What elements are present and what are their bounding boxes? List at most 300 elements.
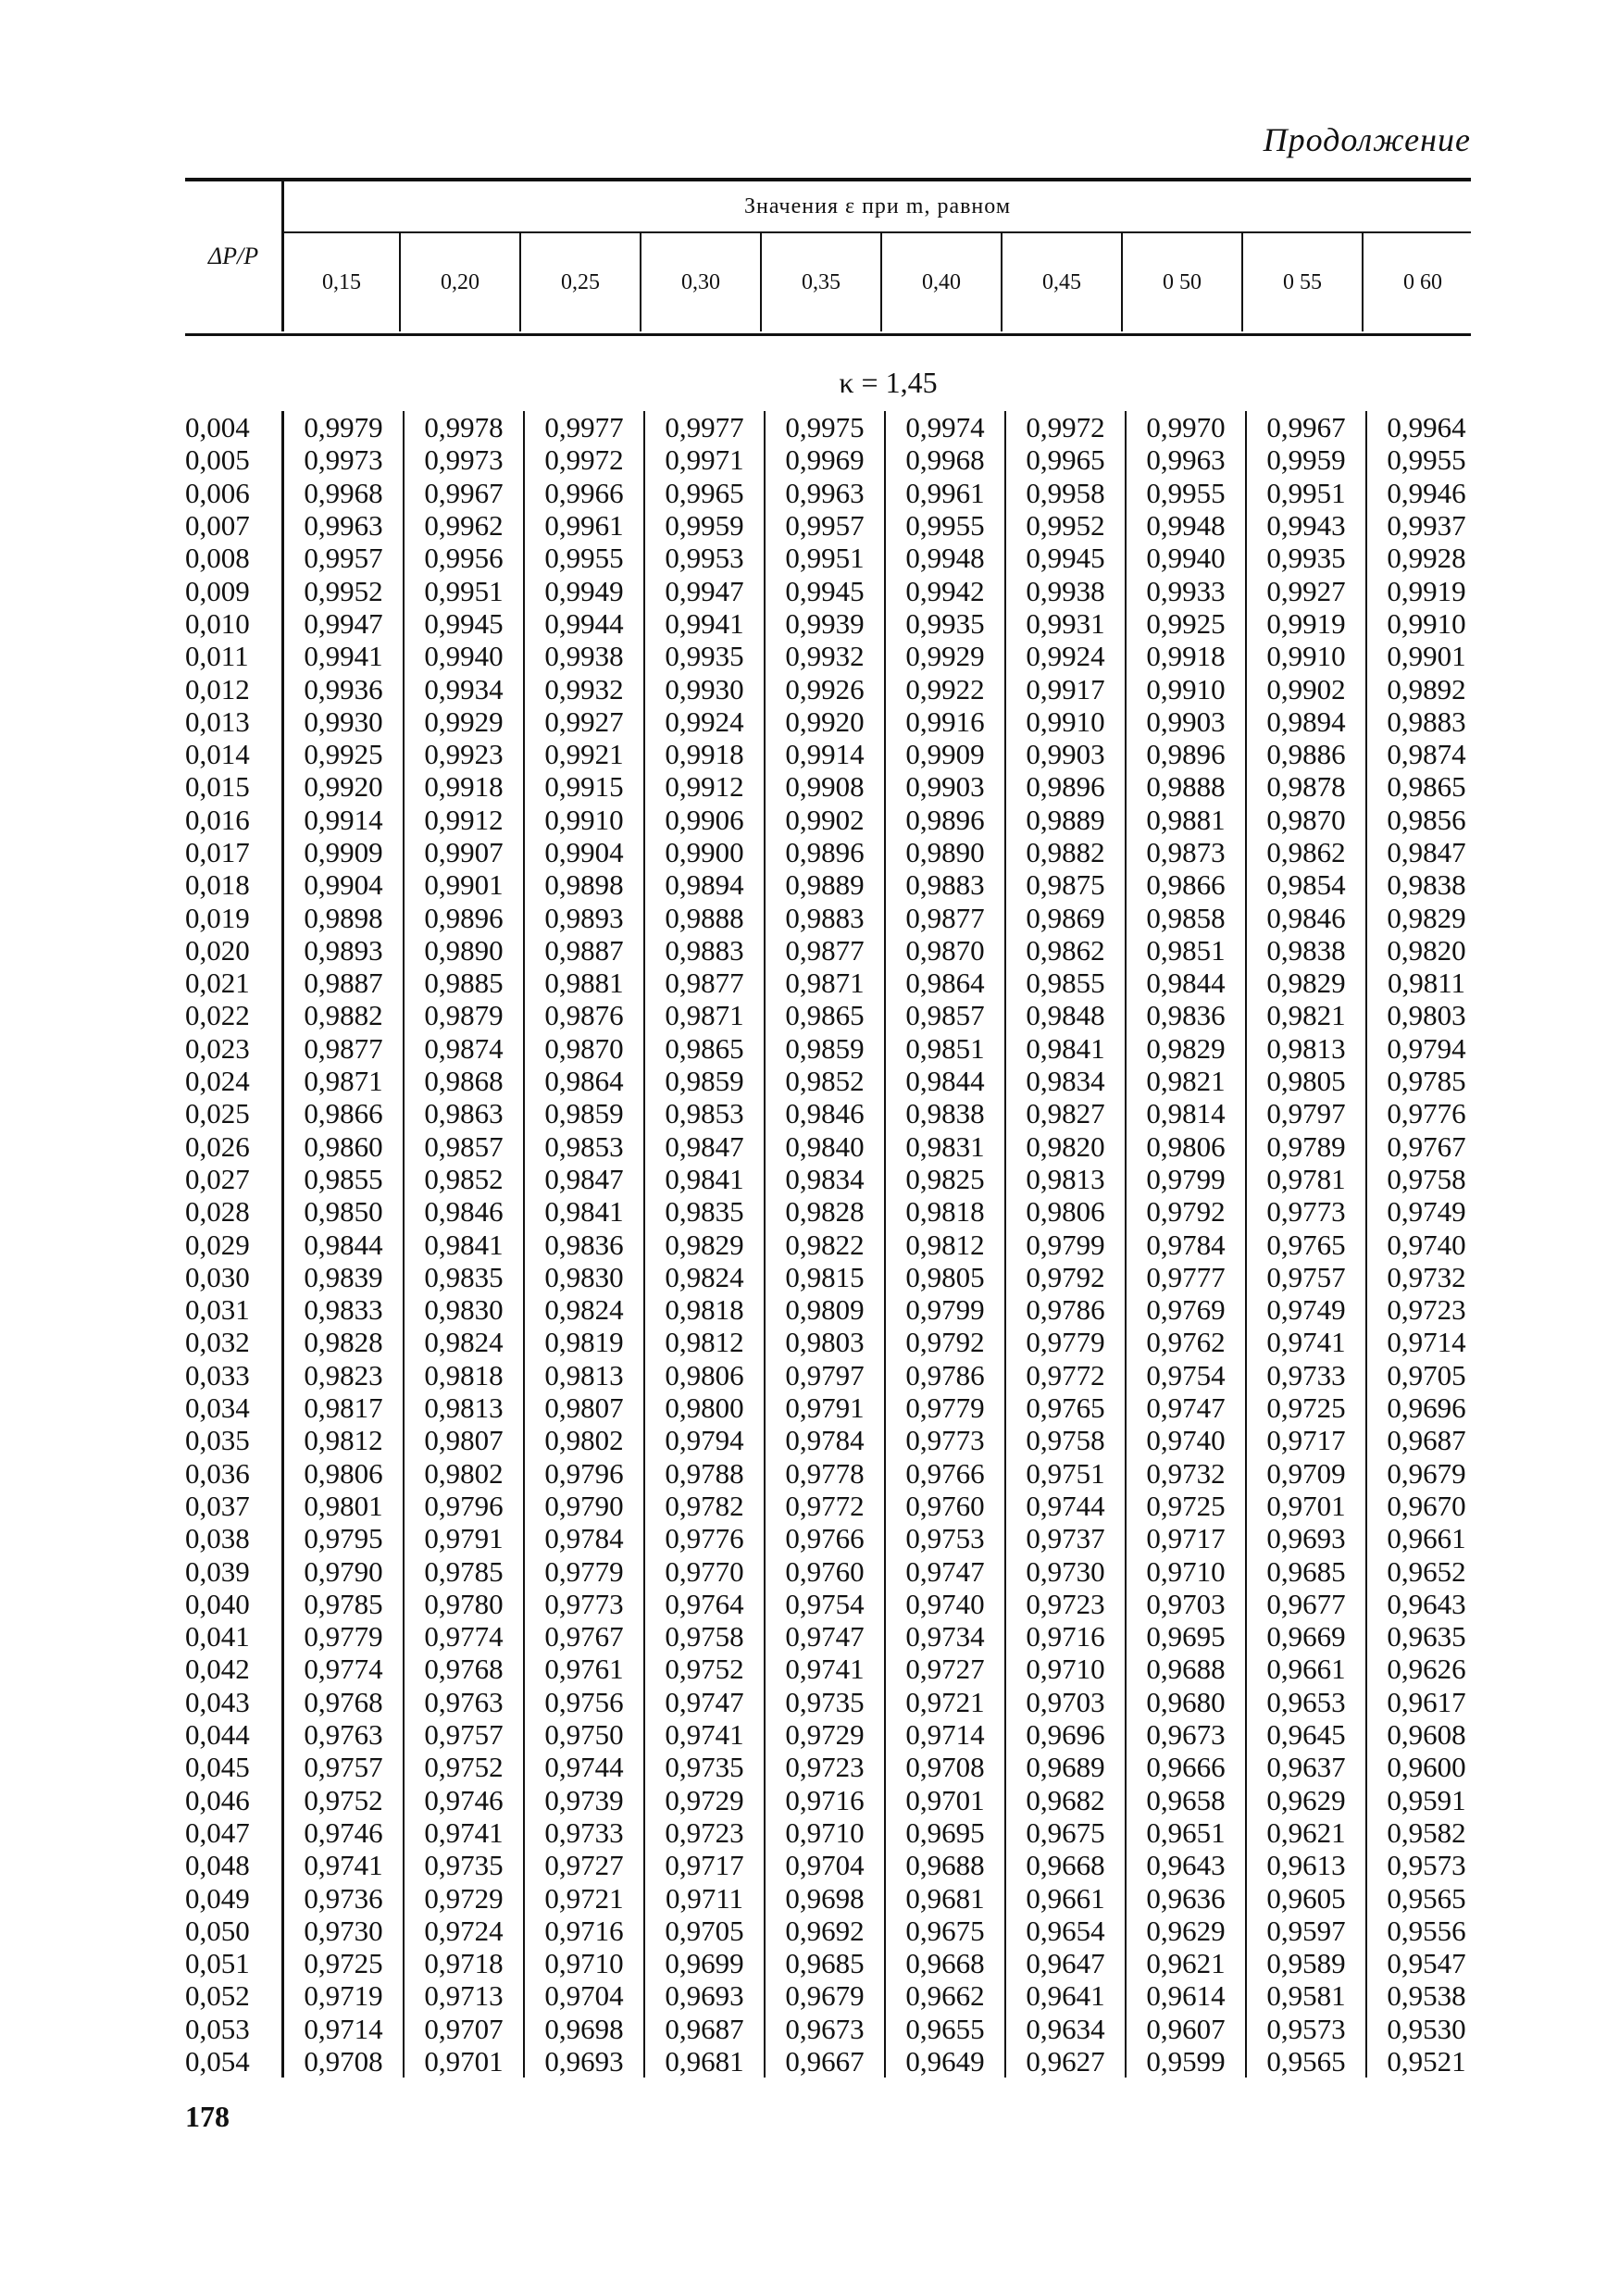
table-cell: 0,9717 (1126, 1522, 1246, 1554)
table-row (185, 1163, 1486, 1195)
table-cell: 0,9685 (1246, 1554, 1366, 1587)
table-cell: 0,9881 (1126, 804, 1246, 836)
table-cell: 0,9925 (304, 738, 383, 771)
table-cell: 0,9934 (404, 672, 524, 705)
table-cell: 0,9734 (885, 1620, 1005, 1653)
table-cell: 0,9565 (1246, 2045, 1366, 2078)
table-cell: 0,9687 (644, 2013, 765, 2045)
table-cell: 0,9969 (765, 443, 885, 476)
table-cell: 0,9909 (885, 738, 1005, 770)
table-cell: 0,9925 (1126, 607, 1246, 640)
table-cell: 0,9839 (304, 1260, 383, 1293)
table-row (185, 1979, 1486, 2012)
table-cell: 0,9776 (1366, 1097, 1486, 1129)
table-cell: 0,9735 (644, 1751, 765, 1783)
table-cell: 0,9772 (765, 1490, 885, 1522)
table-cell: 0,9773 (885, 1424, 1005, 1456)
table-cell: 0,9597 (1246, 1915, 1366, 1947)
table-cell: 0,9945 (404, 607, 524, 640)
row-label: 0,044 (185, 1718, 283, 1751)
table-cell: 0,9573 (1366, 1849, 1486, 1881)
table-cell: 0,9828 (765, 1195, 885, 1228)
table-cell: 0,9914 (304, 803, 383, 836)
row-label: 0,015 (185, 770, 283, 803)
table-cell: 0,9661 (1005, 1881, 1126, 1914)
table-cell: 0,9779 (885, 1391, 1005, 1424)
table-cell: 0,9821 (1126, 1065, 1246, 1097)
table-cell: 0,9916 (885, 705, 1005, 738)
table-cell: 0,9673 (1126, 1718, 1246, 1751)
table-cell: 0,9772 (1005, 1359, 1126, 1391)
table-cell: 0,9818 (885, 1195, 1005, 1228)
table-cell: 0,9688 (885, 1849, 1005, 1881)
row-label: 0,039 (185, 1554, 283, 1587)
table-row (185, 2045, 1486, 2078)
table-row (185, 1686, 1486, 1718)
row-label: 0,011 (185, 640, 283, 672)
table-cell: 0,9836 (524, 1228, 644, 1260)
table-cell: 0,9758 (1005, 1424, 1126, 1456)
table-cell: 0,9677 (1246, 1588, 1366, 1620)
table-cell: 0,9851 (885, 1032, 1005, 1065)
row-label: 0,016 (185, 804, 283, 836)
row-label: 0,006 (185, 477, 283, 509)
table-cell: 0,9741 (404, 1816, 524, 1849)
table-cell: 0,9806 (1126, 1130, 1246, 1163)
table-cell: 0,9896 (404, 901, 524, 933)
row-label: 0,042 (185, 1653, 283, 1685)
column-header: 0,15 (322, 269, 361, 294)
row-label: 0,007 (185, 509, 283, 542)
row-label: 0,005 (185, 443, 283, 476)
row-label: 0,047 (185, 1816, 283, 1849)
table-cell: 0,9844 (304, 1228, 383, 1261)
table-cell: 0,9944 (524, 607, 644, 640)
table-cell: 0,9785 (404, 1554, 524, 1587)
table-cell: 0,9866 (1126, 868, 1246, 901)
table-cell: 0,9784 (765, 1424, 885, 1456)
table-cell: 0,9938 (1005, 574, 1126, 606)
table-cell: 0,9705 (644, 1915, 765, 1947)
table-cell: 0,9740 (1126, 1424, 1246, 1456)
table-cell: 0,9968 (885, 443, 1005, 476)
table-cell: 0,9679 (1366, 1457, 1486, 1490)
row-label: 0,036 (185, 1457, 283, 1490)
table-cell: 0,9937 (1366, 509, 1486, 542)
table-cell: 0,9538 (1366, 1979, 1486, 2012)
table-row (185, 1947, 1486, 1979)
table-cell: 0,9729 (404, 1881, 524, 1914)
column-header: 0,35 (760, 233, 880, 331)
table-cell: 0,9767 (524, 1620, 644, 1653)
table-cell: 0,9879 (404, 999, 524, 1031)
table-cell: 0,9959 (1246, 443, 1366, 476)
table-cell: 0,9817 (304, 1391, 383, 1425)
table-cell: 0,9779 (1005, 1326, 1126, 1358)
table-cell: 0,9717 (644, 1849, 765, 1881)
table-cell: 0,9883 (885, 868, 1005, 901)
table-cell: 0,9679 (765, 1979, 885, 2012)
table-cell: 0,9692 (765, 1915, 885, 1947)
table-cell: 0,9668 (1005, 1849, 1126, 1881)
table-cell: 0,9719 (304, 1979, 383, 2013)
table-cell: 0,9774 (304, 1653, 383, 1686)
table-cell: 0,9770 (644, 1554, 765, 1587)
table-cell: 0,9835 (644, 1195, 765, 1228)
table-cell: 0,9757 (304, 1751, 383, 1784)
row-label: 0,043 (185, 1686, 283, 1718)
table-cell: 0,9882 (1005, 836, 1126, 868)
table-cell: 0,9582 (1366, 1816, 1486, 1849)
table-cell: 0,9910 (1005, 705, 1126, 738)
table-cell: 0,9765 (1005, 1391, 1126, 1424)
table-cell: 0,9735 (765, 1686, 885, 1718)
table-cell: 0,9716 (765, 1783, 885, 1816)
table-cell: 0,9776 (644, 1522, 765, 1554)
table-cell: 0,9868 (404, 1065, 524, 1097)
table-cell: 0,9972 (1005, 411, 1126, 443)
table-cell: 0,9661 (1246, 1653, 1366, 1685)
table-cell: 0,9754 (1126, 1359, 1246, 1391)
table-cell: 0,9732 (1126, 1457, 1246, 1490)
table-cell: 0,9973 (304, 443, 383, 477)
table-cell: 0,9955 (1126, 477, 1246, 509)
table-cell: 0,9865 (765, 999, 885, 1031)
table-cell: 0,9935 (1246, 542, 1366, 574)
row-label: 0,040 (185, 1588, 283, 1620)
table-cell: 0,9758 (1366, 1163, 1486, 1195)
table-cell: 0,9917 (1005, 672, 1126, 705)
table-cell: 0,9693 (644, 1979, 765, 2012)
table-cell: 0,9898 (304, 901, 383, 934)
table-cell: 0,9871 (304, 1065, 383, 1098)
table-cell: 0,9805 (1246, 1065, 1366, 1097)
table-cell: 0,9963 (765, 477, 885, 509)
table-cell: 0,9873 (1126, 836, 1246, 868)
table-cell: 0,9703 (1126, 1588, 1246, 1620)
table-cell: 0,9939 (765, 607, 885, 640)
table-cell: 0,9929 (885, 640, 1005, 672)
table-cell: 0,9696 (1005, 1718, 1126, 1751)
row-label: 0,021 (185, 967, 283, 999)
table-cell: 0,9820 (1005, 1130, 1126, 1163)
table-cell: 0,9856 (1366, 804, 1486, 836)
table-cell: 0,9812 (885, 1228, 1005, 1260)
table-cell: 0,9689 (1005, 1751, 1126, 1783)
table-cell: 0,9953 (644, 542, 765, 574)
table-cell: 0,9914 (765, 738, 885, 770)
table-cell: 0,9763 (404, 1686, 524, 1718)
table-cell: 0,9894 (1246, 705, 1366, 738)
section-label (0, 366, 1619, 400)
table-cell: 0,9920 (765, 705, 885, 738)
table-cell: 0,9779 (524, 1554, 644, 1587)
table-cell: 0,9581 (1246, 1979, 1366, 2012)
table-row (185, 640, 1486, 672)
row-label: 0,050 (185, 1915, 283, 1947)
table-cell: 0,9919 (1246, 607, 1366, 640)
table-cell: 0,9696 (1366, 1391, 1486, 1424)
table-cell: 0,9965 (1005, 443, 1126, 476)
table-cell: 0,9910 (1366, 607, 1486, 640)
table-cell: 0,9790 (304, 1554, 383, 1588)
table-cell: 0,9857 (885, 999, 1005, 1031)
table-cell: 0,9777 (1126, 1261, 1246, 1293)
table-cell: 0,9812 (644, 1326, 765, 1358)
table-cell: 0,9790 (524, 1490, 644, 1522)
table-cell: 0,9935 (644, 640, 765, 672)
table-cell: 0,9812 (304, 1424, 383, 1457)
table-cell: 0,9940 (1126, 542, 1246, 574)
table-cell: 0,9746 (404, 1783, 524, 1816)
table-cell: 0,9979 (304, 411, 383, 444)
row-label: 0,018 (185, 868, 283, 901)
table-cell: 0,9741 (304, 1849, 383, 1882)
row-label: 0,004 (185, 411, 283, 443)
table-cell: 0,9723 (1005, 1588, 1126, 1620)
table-cell: 0,9903 (1005, 738, 1126, 770)
table-cell: 0,9901 (404, 868, 524, 901)
row-label: 0,045 (185, 1751, 283, 1783)
table-cell: 0,9667 (765, 2045, 885, 2078)
table-cell: 0,9704 (765, 1849, 885, 1881)
table-cell: 0,9613 (1246, 1849, 1366, 1881)
table-cell: 0,9784 (1126, 1228, 1246, 1260)
table-cell: 0,9754 (765, 1588, 885, 1620)
table-cell: 0,9688 (1126, 1653, 1246, 1685)
table-cell: 0,9792 (1005, 1261, 1126, 1293)
table-row (185, 2013, 1486, 2045)
row-label: 0,014 (185, 738, 283, 770)
table-cell: 0,9740 (1366, 1228, 1486, 1260)
table-cell: 0,9718 (404, 1947, 524, 1979)
table-cell: 0,9813 (404, 1391, 524, 1424)
table-cell: 0,9749 (1246, 1293, 1366, 1326)
table-cell: 0,9959 (644, 509, 765, 542)
table-cell: 0,9681 (885, 1881, 1005, 1914)
row-label: 0,034 (185, 1391, 283, 1424)
table-cell: 0,9797 (765, 1359, 885, 1391)
table-cell: 0,9967 (404, 477, 524, 509)
table-cell: 0,9607 (1126, 2013, 1246, 2045)
table-row (185, 1816, 1486, 1849)
table-row (185, 705, 1486, 738)
table-cell: 0,9621 (1246, 1816, 1366, 1849)
table-cell: 0,9658 (1126, 1783, 1246, 1816)
table-cell: 0,9912 (644, 770, 765, 803)
table-cell: 0,9945 (765, 574, 885, 606)
table-row (185, 967, 1486, 999)
table-cell: 0,9927 (524, 705, 644, 738)
table-cell: 0,9669 (1246, 1620, 1366, 1653)
column-header: 0,20 (399, 233, 519, 331)
table-cell: 0,9806 (1005, 1195, 1126, 1228)
table-cell: 0,9758 (644, 1620, 765, 1653)
table-cell: 0,9600 (1366, 1751, 1486, 1783)
table-cell: 0,9792 (1126, 1195, 1246, 1228)
table-row (185, 1195, 1486, 1228)
table-cell: 0,9852 (765, 1065, 885, 1097)
table-cell: 0,9910 (1246, 640, 1366, 672)
table-cell: 0,9714 (885, 1718, 1005, 1751)
table-cell: 0,9643 (1126, 1849, 1246, 1881)
table-cell: 0,9857 (404, 1130, 524, 1163)
table-cell: 0,9752 (644, 1653, 765, 1685)
table-row (185, 1653, 1486, 1685)
table-cell: 0,9724 (404, 1915, 524, 1947)
table-cell: 0,9949 (524, 574, 644, 606)
table-cell: 0,9824 (524, 1293, 644, 1326)
table-row (185, 1326, 1486, 1358)
table-cell: 0,9963 (304, 509, 383, 543)
table-cell: 0,9605 (1246, 1881, 1366, 1914)
table-cell: 0,9673 (765, 2013, 885, 2045)
table-cell: 0,9591 (1366, 1783, 1486, 1816)
table-cell: 0,9878 (1246, 770, 1366, 803)
table-cell: 0,9730 (1005, 1554, 1126, 1587)
table-cell: 0,9762 (1126, 1326, 1246, 1358)
table-header (185, 181, 1471, 331)
table-cell: 0,9641 (1005, 1979, 1126, 2012)
table-cell: 0,9967 (1246, 411, 1366, 443)
table-cell: 0,9824 (644, 1261, 765, 1293)
table-cell: 0,9791 (765, 1391, 885, 1424)
table-cell: 0,9902 (765, 804, 885, 836)
table-cell: 0,9836 (1126, 999, 1246, 1031)
table-row (185, 1554, 1486, 1587)
table-cell: 0,9693 (524, 2045, 644, 2078)
table-cell: 0,9791 (404, 1522, 524, 1554)
row-label: 0,022 (185, 999, 283, 1031)
table-cell: 0,9838 (1246, 934, 1366, 967)
table-cell: 0,9896 (765, 836, 885, 868)
row-label: 0,020 (185, 934, 283, 967)
table-cell: 0,9871 (644, 999, 765, 1031)
table-cell: 0,9708 (304, 2044, 383, 2078)
table-row (185, 1588, 1486, 1620)
table-cell: 0,9866 (304, 1097, 383, 1130)
table-cell: 0,9930 (304, 705, 383, 738)
table-cell: 0,9846 (404, 1195, 524, 1228)
table-cell: 0,9760 (885, 1490, 1005, 1522)
row-label: 0,046 (185, 1783, 283, 1816)
table-cell: 0,9977 (524, 411, 644, 443)
table-cell: 0,9822 (765, 1228, 885, 1260)
table-cell: 0,9643 (1366, 1588, 1486, 1620)
table-cell: 0,9865 (644, 1032, 765, 1065)
table-cell: 0,9799 (1005, 1228, 1126, 1260)
row-label: 0,037 (185, 1490, 283, 1522)
column-header: 0,25 (519, 233, 640, 331)
table-cell: 0,9636 (1126, 1881, 1246, 1914)
table-cell: 0,9703 (1005, 1686, 1126, 1718)
table-cell: 0,9778 (765, 1457, 885, 1490)
table-cell: 0,9629 (1126, 1915, 1246, 1947)
table-cell: 0,9629 (1246, 1783, 1366, 1816)
table-cell: 0,9927 (1246, 574, 1366, 606)
table-cell: 0,9829 (644, 1228, 765, 1260)
table-cell: 0,9827 (1005, 1097, 1126, 1129)
table-cell: 0,9875 (1005, 868, 1126, 901)
table-cell: 0,9760 (765, 1554, 885, 1587)
table-cell: 0,9853 (644, 1097, 765, 1129)
table-cell: 0,9860 (304, 1129, 383, 1163)
table-cell: 0,9874 (404, 1032, 524, 1065)
table-row (185, 999, 1486, 1031)
table-cell: 0,9796 (404, 1490, 524, 1522)
row-label: 0,051 (185, 1947, 283, 1979)
table-row (185, 934, 1486, 967)
table-cell: 0,9681 (644, 2045, 765, 2078)
table-cell: 0,9910 (1126, 672, 1246, 705)
row-label: 0,010 (185, 607, 283, 640)
table-cell: 0,9815 (765, 1261, 885, 1293)
table-cell: 0,9740 (885, 1588, 1005, 1620)
table-cell: 0,9908 (765, 770, 885, 803)
table-cell: 0,9803 (765, 1326, 885, 1358)
table-cell: 0,9813 (1005, 1163, 1126, 1195)
table-cell: 0,9800 (644, 1391, 765, 1424)
table-row (185, 411, 1486, 443)
table-cell: 0,9741 (644, 1718, 765, 1751)
table-row (185, 1620, 1486, 1653)
table-cell: 0,9716 (1005, 1620, 1126, 1653)
table-cell: 0,9858 (1126, 901, 1246, 933)
table-cell: 0,9963 (1126, 443, 1246, 476)
table-cell: 0,9871 (765, 967, 885, 999)
row-label: 0,031 (185, 1293, 283, 1326)
table-cell: 0,9896 (1126, 738, 1246, 770)
table-cell: 0,9948 (1126, 509, 1246, 542)
row-label: 0,029 (185, 1228, 283, 1260)
table-cell: 0,9956 (404, 542, 524, 574)
table-cell: 0,9788 (644, 1457, 765, 1490)
table-row (185, 804, 1486, 836)
table-cell: 0,9766 (885, 1457, 1005, 1490)
table-cell: 0,9780 (404, 1588, 524, 1620)
column-header: 0 60 (1362, 233, 1482, 331)
table-cell: 0,9893 (304, 933, 383, 967)
table-row (185, 574, 1486, 606)
table-row (185, 1424, 1486, 1456)
table-cell: 0,9830 (524, 1261, 644, 1293)
table-cell: 0,9711 (644, 1881, 765, 1914)
table-cell: 0,9713 (404, 1979, 524, 2012)
table-cell: 0,9565 (1366, 1881, 1486, 1914)
table-cell: 0,9573 (1246, 2013, 1366, 2045)
row-label: 0,028 (185, 1195, 283, 1228)
table-cell: 0,9951 (765, 542, 885, 574)
table-cell: 0,9933 (1126, 574, 1246, 606)
table-cell: 0,9652 (1366, 1554, 1486, 1587)
table-cell: 0,9806 (644, 1359, 765, 1391)
table-cell: 0,9779 (304, 1620, 383, 1653)
table-cell: 0,9889 (765, 868, 885, 901)
table-cell: 0,9723 (765, 1751, 885, 1783)
table-cell: 0,9766 (765, 1522, 885, 1554)
table-cell: 0,9932 (524, 672, 644, 705)
table-cell: 0,9835 (404, 1261, 524, 1293)
table-cell: 0,9799 (885, 1293, 1005, 1326)
table-cell: 0,9813 (1246, 1032, 1366, 1065)
table-cell: 0,9786 (885, 1359, 1005, 1391)
table-cell: 0,9710 (524, 1947, 644, 1979)
table-cell: 0,9865 (1366, 770, 1486, 803)
table-cell: 0,9876 (524, 999, 644, 1031)
table-cell: 0,9961 (524, 509, 644, 542)
table-cell: 0,9809 (765, 1293, 885, 1326)
table-cell: 0,9768 (404, 1653, 524, 1685)
